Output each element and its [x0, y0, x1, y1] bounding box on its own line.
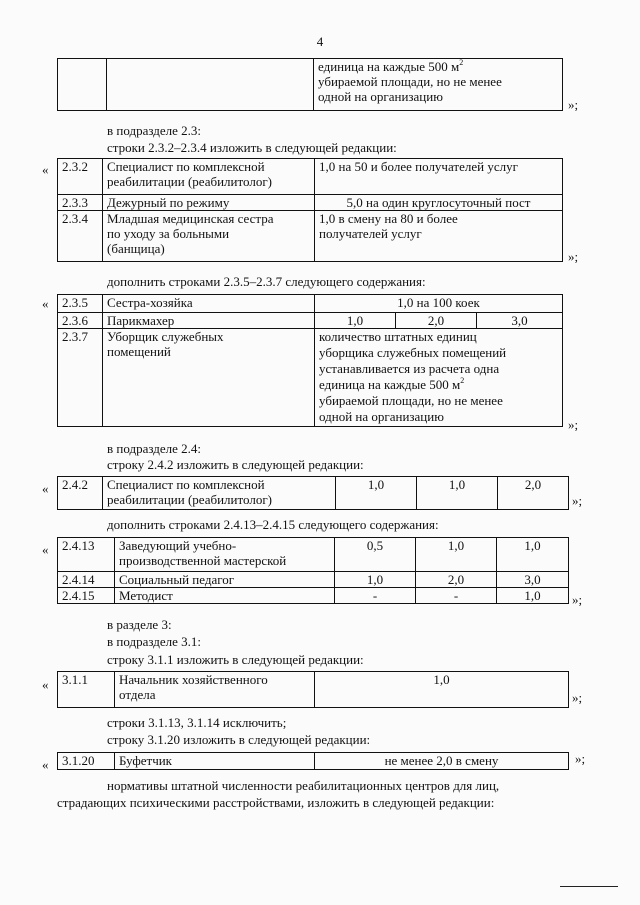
- table-row: 2.4.13 Заведующий учебно- производственной мастерской 0,5 1,0 1,0: [58, 538, 569, 572]
- paragraph: в подразделе 2.4:: [107, 441, 202, 456]
- quote-open: «: [42, 481, 49, 496]
- table-row: 2.3.6 Парикмахер 1,0 2,0 3,0: [58, 313, 563, 329]
- table-2-3-2: [57, 158, 563, 262]
- table-row: 2.4.2 Специалист по комплексной реабилитации (реабилитолог) 1,0 1,0 2,0: [58, 477, 569, 510]
- paragraph: строку 2.4.2 изложить в следующей редакции:: [107, 457, 364, 472]
- table-row: 2.3.5 Сестра-хозяйка 1,0 на 100 коек: [58, 295, 563, 313]
- quote-close: »;: [568, 97, 579, 112]
- table-2-3-5: [57, 294, 563, 427]
- quote-close: »;: [572, 592, 583, 607]
- cell-empty: [58, 59, 107, 111]
- table-continuation: [57, 58, 563, 111]
- paragraph: строку 3.1.1 изложить в следующей редакции:: [107, 652, 364, 667]
- cell-norm: единица на каждые 500 $м^2$ убираемой площади, но не менее одной на организацию: [314, 59, 563, 111]
- paragraph: в подразделе 3.1:: [107, 634, 202, 649]
- paragraph: нормативы штатной численности реабилитационных центров для лиц,: [107, 778, 500, 793]
- table-3-1-1: [57, 671, 569, 708]
- table-row: 3.1.20 Буфетчик не менее 2,0 в смену: [58, 753, 569, 770]
- quote-open: «: [42, 542, 49, 557]
- footer-rule: [560, 886, 618, 887]
- paragraph: строки 2.3.2–2.3.4 изложить в следующей редакции:: [107, 140, 397, 155]
- quote-open: «: [42, 162, 49, 177]
- paragraph: в разделе 3:: [107, 617, 172, 632]
- table-row: 2.4.15 Методист - - 1,0: [58, 588, 569, 604]
- quote-close: »;: [572, 690, 583, 705]
- paragraph: дополнить строками 2.4.13–2.4.15 следующего содержания:: [107, 517, 439, 532]
- paragraph: строку 3.1.20 изложить в следующей редакции:: [107, 732, 371, 747]
- quote-open: «: [42, 296, 49, 311]
- quote-close: »;: [572, 493, 583, 508]
- quote-close: »;: [568, 417, 579, 432]
- paragraph: в подразделе 2.3:: [107, 123, 202, 138]
- page-number: 4: [316, 34, 324, 49]
- table-row: 2.3.3 Дежурный по режиму 5,0 на один круглосуточный пост: [58, 195, 563, 211]
- paragraph: страдающих психическими расстройствами, изложить в следующей редакции:: [57, 795, 495, 810]
- paragraph: строки 3.1.13, 3.1.14 исключить;: [107, 715, 287, 730]
- table-2-4-13: [57, 537, 569, 604]
- quote-close: »;: [575, 751, 586, 766]
- table-row: 3.1.1 Начальник хозяйственного отдела 1,0: [58, 672, 569, 708]
- table-row: 2.4.14 Социальный педагог 1,0 2,0 3,0: [58, 572, 569, 588]
- table-row: 2.3.7 Уборщик служебных помещений количество штатных единиц уборщика служебных помещений устанавливается из расчета одна единица на каждые 500 $м^2$ убираемой площади, но не менее одной на организацию: [58, 329, 563, 427]
- quote-close: »;: [568, 249, 579, 264]
- table-row: 2.3.2 Специалист по комплексной реабилитации (реабилитолог) 1,0 на 50 и более получателей услуг: [58, 159, 563, 195]
- quote-open: «: [42, 757, 49, 772]
- quote-open: «: [42, 677, 49, 692]
- table-row: 2.3.4 Младшая медицинская сестра по уходу за больными (банщица) 1,0 в смену на 80 и более получателей услуг: [58, 211, 563, 262]
- cell-empty: [107, 59, 314, 111]
- table-3-1-20: [57, 752, 569, 770]
- paragraph: дополнить строками 2.3.5–2.3.7 следующего содержания:: [107, 274, 426, 289]
- table-2-4-2: [57, 476, 569, 510]
